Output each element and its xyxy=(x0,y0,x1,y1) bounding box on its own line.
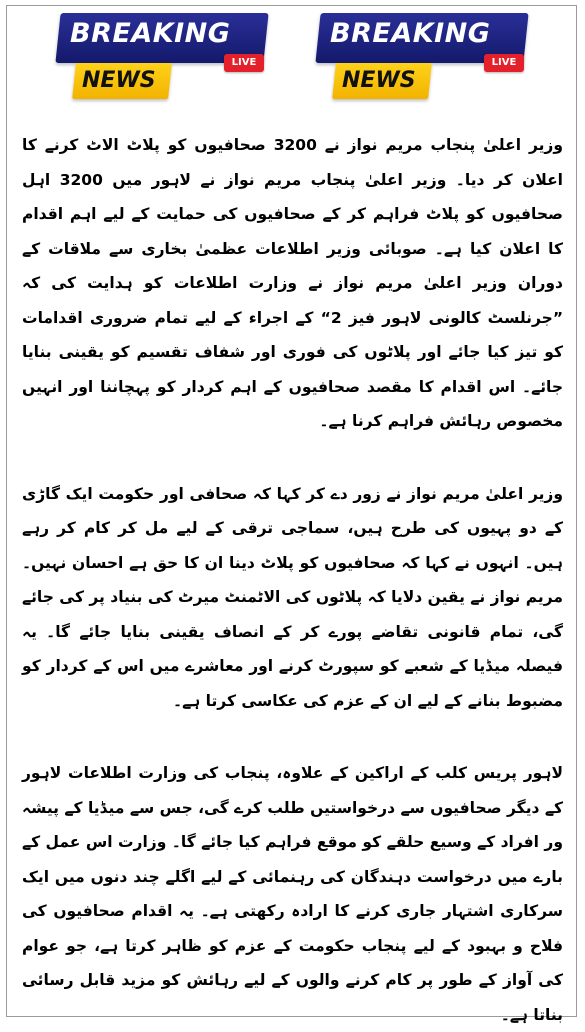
breaking-label: BREAKING xyxy=(70,18,231,49)
header-banners xyxy=(0,0,585,118)
article-paragraph: وزیر اعلیٰ مریم نواز نے زور دے کر کہا کہ صحافی اور حکومت ایک گاڑی کے دو پہیوں کی طرح ہیں، سماجی ترقی کے لیے مل کر کام کر رہے ہیں۔ انہوں نے کہا کہ صحافیوں کو پلاٹ دینا ان کا حق ہے احسان نہیں۔ مریم نواز نے یقین دلایا کہ پلاٹوں کی الاٹمنٹ میرٹ کی بنیاد پر کی جائے گی، تمام قانونی تقاضے پورے کر کے انصاف یقینی بنایا جائے گا۔ یہ فیصلہ میڈیا کے شعبے کو سپورٹ کرنے اور معاشرے میں اس کے کردار کو مضبوط بنانے کے لیے ان کے عزم کی عکاسی کرتا ہے۔ xyxy=(22,484,563,710)
news-label: NEWS xyxy=(82,68,156,93)
breaking-label: BREAKING xyxy=(330,18,491,49)
article-paragraph: وزیر اعلیٰ پنجاب مریم نواز نے 3200 صحافیوں کو پلاٹ الاٹ کرنے کا اعلان کر دیا۔ وزیر اعلیٰ پنجاب مریم نواز نے لاہور میں 3200 اہل صحافیوں کو پلاٹ فراہم کر کے صحافیوں کی حمایت کے لیے اہم اقدام کا اعلان کیا ہے۔ صوبائی وزیر اطلاعات عظمیٰ بخاری سے ملاقات کے دوران وزیر اعلیٰ مریم نواز نے وزارت اطلاعات کو ہدایت کی کہ ”جرنلسٹ کالونی لاہور فیز 2“ کے اجراء کے لیے تمام ضروری اقدامات کو تیز کیا جائے اور پلاٹوں کی فوری اور شفاف تقسیم کو یقینی بنایا جائے۔ اس اقدام کا مقصد صحافیوں کے اہم کردار کو پہچاننا اور انہیں مخصوص رہائش فراہم کرنا ہے۔ xyxy=(22,136,564,430)
live-badge: LIVE xyxy=(224,54,264,72)
article-paragraph: لاہور پریس کلب کے اراکین کے علاوہ، پنجاب کی وزارت اطلاعات لاہور کے دیگر صحافیوں سے درخواستیں طلب کرے گی، جس سے میڈیا کے پیشہ ور افراد کے وسیع حلقے کو موقع فراہم کیا جائے گا۔ وزارت اس عمل کے بارے میں درخواست دہندگان کی رہنمائی کے لیے اگلے چند دنوں میں ایک سرکاری اشتہار جاری کرنے کا ارادہ رکھتی ہے۔ یہ اقدام صحافیوں کی فلاح و بہبود کے لیے پنجاب حکومت کے عزم کو ظاہر کرتا ہے، جو عوام کی آواز کے طور پر کام کرنے والوں کے لیے رہائش کو مزید قابل رسائی بناتا ہے۔ xyxy=(22,764,563,1024)
breaking-news-banner-right xyxy=(318,8,538,106)
breaking-news-banner-left xyxy=(58,8,278,106)
live-badge: LIVE xyxy=(484,54,524,72)
news-label: NEWS xyxy=(342,68,416,93)
article-body xyxy=(22,128,563,1032)
